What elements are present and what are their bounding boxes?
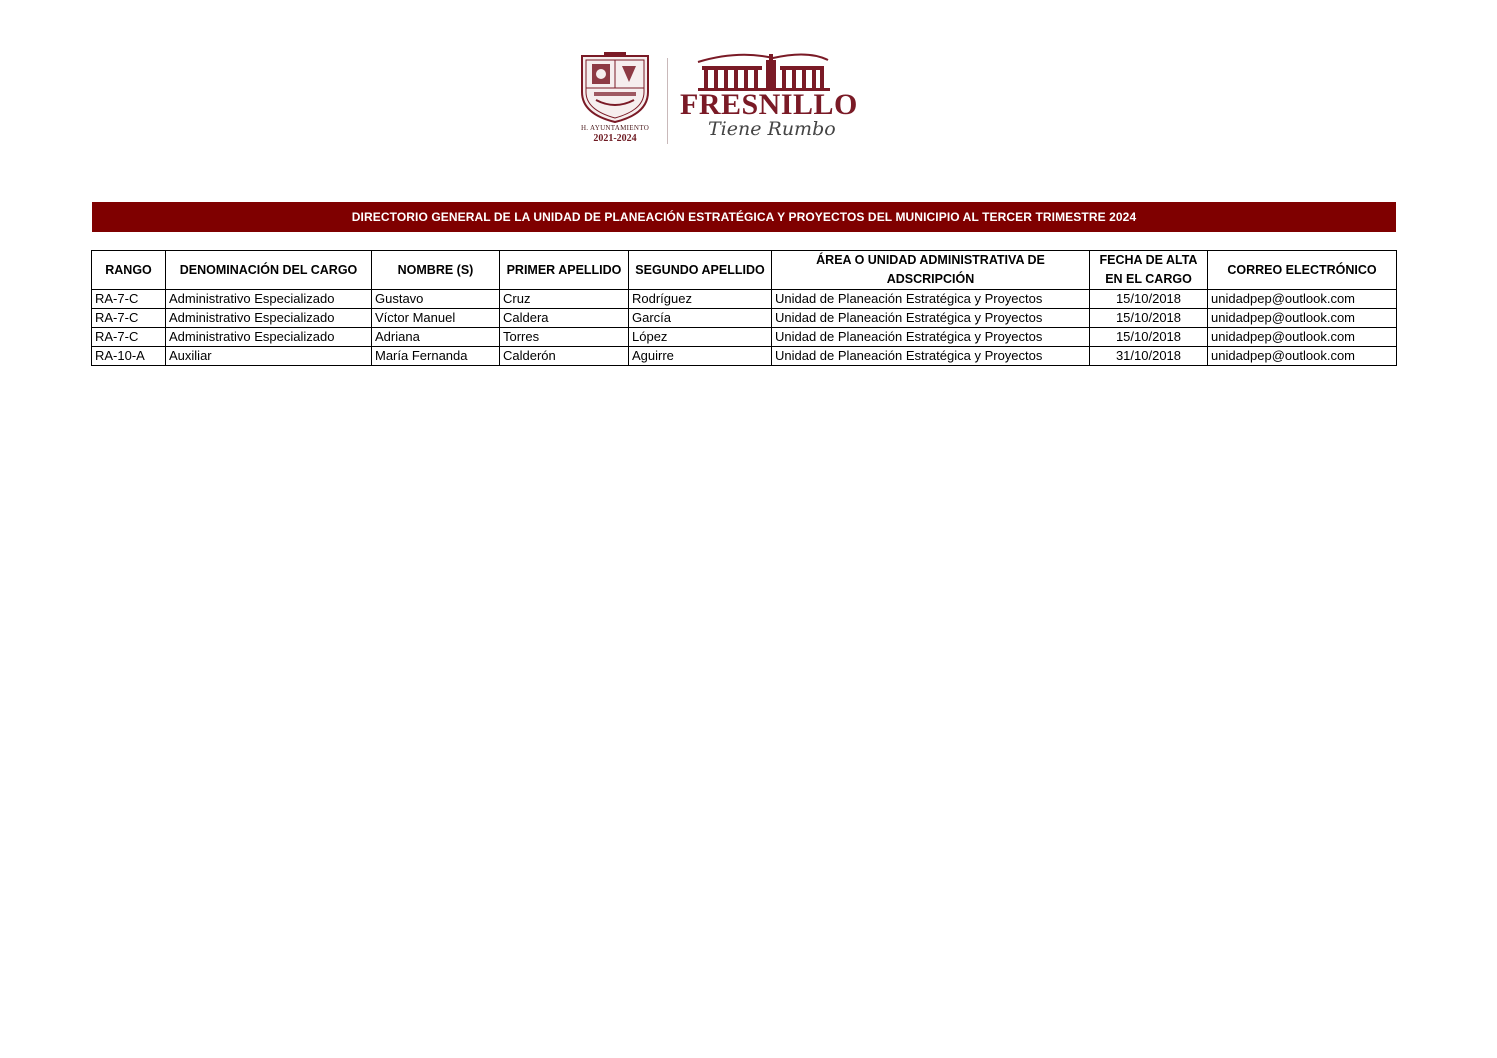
cell-primer-apellido: Cruz <box>500 290 629 309</box>
header-logos <box>574 52 864 148</box>
column-header-correo: CORREO ELECTRÓNICO <box>1208 251 1397 290</box>
table-row <box>92 290 1397 309</box>
fresnillo-brand <box>678 52 862 148</box>
column-header-segundo-apellido: SEGUNDO APELLIDO <box>629 251 772 290</box>
logo-divider <box>667 58 668 144</box>
cell-correo: unidadpep@outlook.com <box>1208 328 1397 347</box>
coat-of-arms-icon <box>574 52 656 124</box>
table-row <box>92 347 1397 366</box>
cell-segundo-apellido: López <box>629 328 772 347</box>
column-header-area: ÁREA O UNIDAD ADMINISTRATIVA DE ADSCRIPCIÓN <box>772 251 1090 290</box>
cell-correo: unidadpep@outlook.com <box>1208 309 1397 328</box>
cell-correo: unidadpep@outlook.com <box>1208 347 1397 366</box>
cell-primer-apellido: Caldera <box>500 309 629 328</box>
column-header-primer-apellido: PRIMER APELLIDO <box>500 251 629 290</box>
cell-area: Unidad de Planeación Estratégica y Proyectos <box>772 347 1090 366</box>
cell-cargo: Administrativo Especializado <box>166 328 372 347</box>
document-title: DIRECTORIO GENERAL DE LA UNIDAD DE PLANEACIÓN ESTRATÉGICA Y PROYECTOS DEL MUNICIPIO AL TERCER TRIMESTRE 2024 <box>92 202 1396 232</box>
cell-area: Unidad de Planeación Estratégica y Proyectos <box>772 328 1090 347</box>
cell-rango: RA-7-C <box>92 290 166 309</box>
cell-correo: unidadpep@outlook.com <box>1208 290 1397 309</box>
cell-rango: RA-7-C <box>92 328 166 347</box>
cell-fecha-alta: 15/10/2018 <box>1090 328 1208 347</box>
brand-tagline: Tiene Rumbo <box>708 118 836 140</box>
cell-nombre: María Fernanda <box>372 347 500 366</box>
cell-area: Unidad de Planeación Estratégica y Proyectos <box>772 309 1090 328</box>
cell-cargo: Administrativo Especializado <box>166 309 372 328</box>
seal-years: 2021-2024 <box>593 133 637 144</box>
table-row <box>92 309 1397 328</box>
brand-name: FRESNILLO <box>680 88 858 121</box>
column-header-fecha-alta: FECHA DE ALTA EN EL CARGO <box>1090 251 1208 290</box>
cell-area: Unidad de Planeación Estratégica y Proyectos <box>772 290 1090 309</box>
cell-rango: RA-10-A <box>92 347 166 366</box>
municipal-seal <box>574 52 656 148</box>
seal-caption: H. AYUNTAMIENTO <box>580 124 650 132</box>
column-header-nombre: NOMBRE (S) <box>372 251 500 290</box>
cell-nombre: Gustavo <box>372 290 500 309</box>
cell-cargo: Administrativo Especializado <box>166 290 372 309</box>
cell-nombre: Adriana <box>372 328 500 347</box>
table-header-row <box>92 251 1397 290</box>
cell-segundo-apellido: Rodríguez <box>629 290 772 309</box>
cell-nombre: Víctor Manuel <box>372 309 500 328</box>
cell-fecha-alta: 15/10/2018 <box>1090 309 1208 328</box>
cell-segundo-apellido: Aguirre <box>629 347 772 366</box>
directory-table <box>91 250 1397 366</box>
cell-primer-apellido: Calderón <box>500 347 629 366</box>
cell-fecha-alta: 15/10/2018 <box>1090 290 1208 309</box>
cell-primer-apellido: Torres <box>500 328 629 347</box>
table-row <box>92 328 1397 347</box>
cell-rango: RA-7-C <box>92 309 166 328</box>
column-header-rango: RANGO <box>92 251 166 290</box>
landmark-skyline-icon <box>678 52 858 92</box>
cell-segundo-apellido: García <box>629 309 772 328</box>
cell-cargo: Auxiliar <box>166 347 372 366</box>
column-header-cargo: DENOMINACIÓN DEL CARGO <box>166 251 372 290</box>
cell-fecha-alta: 31/10/2018 <box>1090 347 1208 366</box>
